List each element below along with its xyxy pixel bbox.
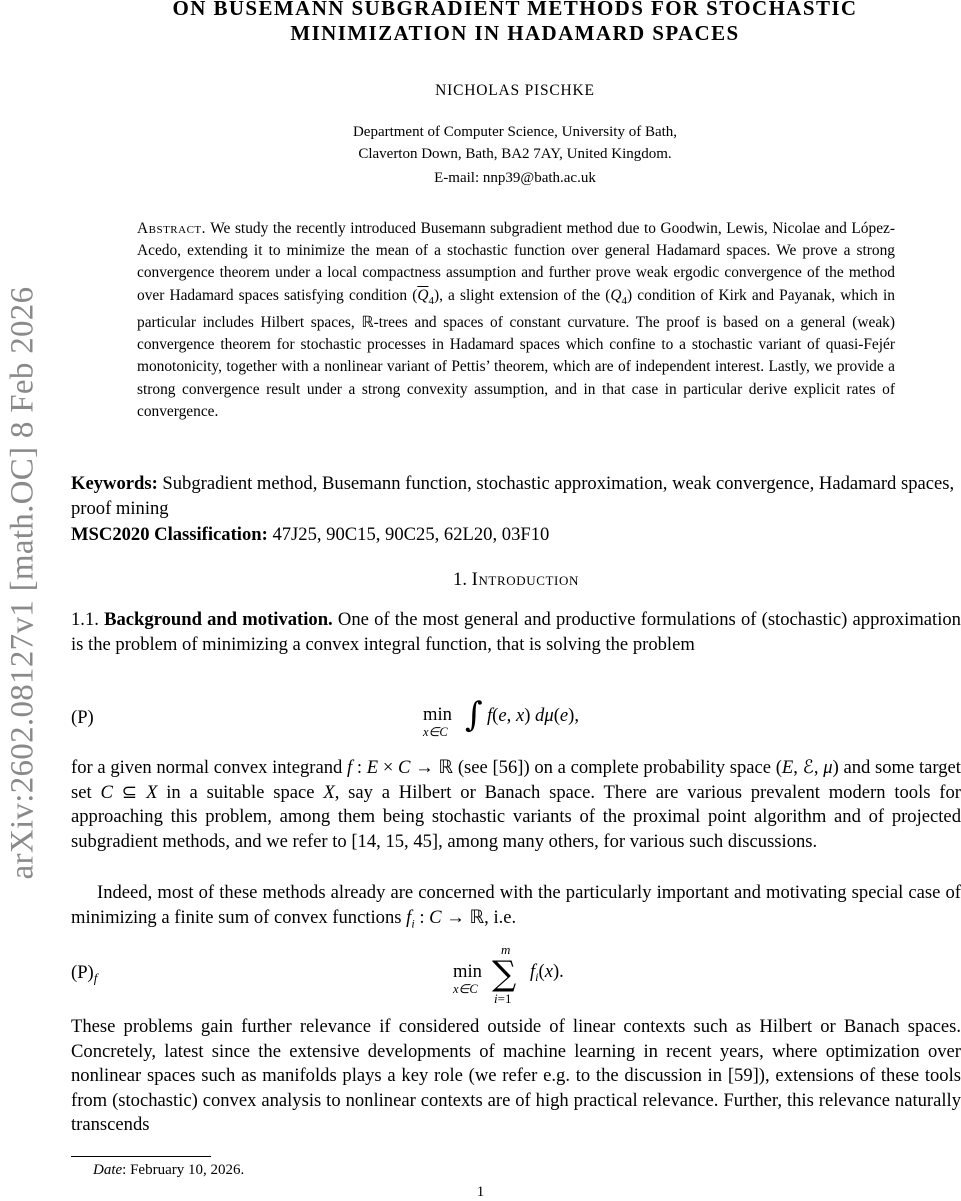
equation-label-p bbox=[71, 707, 94, 729]
equation-p-integral: ∫ bbox=[465, 695, 483, 735]
affiliation-line-1: Department of Computer Science, University of Bath, bbox=[352, 124, 678, 140]
footnote-label: Date bbox=[93, 1162, 123, 1178]
section-number: 1. bbox=[453, 569, 467, 590]
author-email: E-mail: nnp39@bath.ac.uk bbox=[434, 170, 596, 186]
equation-label-pf-subscript: f bbox=[93, 970, 98, 986]
footnote-text: : February 10, 2026. bbox=[122, 1162, 245, 1178]
paragraph-nonlinear-relevance bbox=[71, 1015, 961, 1138]
equation-pf-min: min bbox=[453, 961, 482, 982]
abstract bbox=[137, 218, 895, 423]
paragraph-problem-context-a: for a given normal convex integrand bbox=[71, 757, 343, 778]
subsection-number: 1.1. bbox=[71, 609, 99, 630]
affiliation bbox=[100, 121, 930, 165]
keywords-text: Subgradient method, Busemann function, stochastic approximation, weak convergence, Hadamard spaces, proof mining bbox=[71, 473, 955, 519]
probability-space-formula: (E, ℰ, μ) bbox=[775, 757, 839, 778]
equation-p-subscript: x∈C bbox=[423, 725, 448, 739]
paragraph-finite-sum-a: Indeed, most of these methods already are concerned with the particularly important and motivating special case of minimizing a finite sum of convex functions bbox=[71, 882, 961, 928]
equation-pf bbox=[448, 941, 608, 1009]
paper-title bbox=[100, 0, 930, 46]
msc-codes: 47J25, 90C15, 90C25, 62L20, 03F10 bbox=[272, 524, 550, 545]
page-number: 1 bbox=[476, 1184, 485, 1200]
integrand-formula: f : E × C → ℝ bbox=[347, 757, 454, 778]
arxiv-identifier-text: arXiv:2602.08127v1 [math.OC] 8 Feb 2026 bbox=[4, 286, 41, 880]
equation-label-pf-text: (P) bbox=[71, 962, 94, 983]
equation-pf-sigma: ∑ bbox=[492, 954, 517, 994]
equation-p bbox=[415, 694, 655, 746]
keywords bbox=[71, 471, 961, 521]
paragraph-problem-context bbox=[71, 756, 961, 854]
section-title: Introduction bbox=[471, 569, 579, 590]
finite-sum-function-formula: $f_i$ : C → ℝ bbox=[406, 906, 485, 931]
paragraph-problem-context-d: in a suitable space bbox=[166, 781, 315, 803]
equation-label-p-text: (P) bbox=[71, 707, 94, 728]
equation-p-min: min bbox=[423, 704, 452, 725]
equation-p-integrand: f(e, x) dμ(e), bbox=[487, 705, 579, 726]
abstract-q4-bar-symbol: $\overline{Q}_4$ bbox=[417, 286, 434, 307]
affiliation-line-2: Claverton Down, Bath, BA2 7AY, United Kingdom. bbox=[358, 146, 672, 162]
author-name: NICHOLAS PISCHKE bbox=[435, 82, 595, 99]
paragraph-finite-sum bbox=[71, 881, 961, 936]
abstract-label: Abstract. bbox=[137, 220, 206, 237]
title-line-2: MINIMIZATION IN HADAMARD SPACES bbox=[290, 21, 740, 45]
equation-label-pf bbox=[71, 962, 97, 987]
msc-classification bbox=[71, 522, 961, 547]
footnote-date bbox=[93, 1162, 244, 1179]
paragraph-finite-sum-b: , i.e. bbox=[484, 906, 517, 928]
msc-label: MSC2020 Classification: bbox=[71, 524, 268, 545]
abstract-text-1: We study the recently introduced Busemann subgradient method due to Goodwin, Lewis, Nicolae and López-Acedo, extending it to minimize the mean of a stochastic function over general Hadamard spaces. We prove a strong convergence theorem under a local compactness assumption and further prove weak ergodic convergence of the method over Hadamard spaces satisfying condition ( bbox=[137, 220, 895, 304]
paragraph-problem-context-b: (see [56]) on a complete probability space bbox=[457, 757, 772, 778]
equation-pf-term: $f_i(x)$. bbox=[530, 961, 564, 984]
target-set-formula: C ⊆ X bbox=[100, 781, 158, 803]
equation-pf-lower-limit: i=1 bbox=[494, 991, 512, 1006]
paragraph-problem-context-c: and some target set bbox=[71, 757, 961, 803]
paragraph-nonlinear-relevance-text: These problems gain further relevance if considered outside of linear contexts such as Hilbert or Banach spaces. Concretely, latest since the extensive developments of machine learning in recent years, where optimization over nonlinear spaces such as manifolds plays a key role (we refer e.g. to the discussion in [59]), extensions of these tools from (stochastic) convex analysis to nonlinear contexts are of high practical relevance. Further, this relevance naturally transcends bbox=[71, 1016, 961, 1136]
abstract-q4-symbol: $Q_4$ bbox=[610, 286, 628, 307]
section-heading-introduction bbox=[71, 569, 961, 591]
title-line-1: ON BUSEMANN SUBGRADIENT METHODS FOR STOCHASTIC bbox=[172, 0, 858, 20]
arxiv-identifier-stamp bbox=[0, 238, 46, 928]
paragraph-background-text: One of the most general and productive formulations of (stochastic) approximation is the problem of minimizing a convex integral function, that is solving the problem bbox=[71, 609, 961, 655]
equation-pf-upper-limit: m bbox=[501, 942, 511, 957]
footnote-rule bbox=[71, 1156, 211, 1157]
abstract-text-2: ), a slight extension of the ( bbox=[433, 286, 611, 304]
keywords-label: Keywords: bbox=[71, 473, 158, 494]
abstract-text-3: ) condition of Kirk and Payanak, which in particular includes Hilbert spaces, ℝ-trees and spaces of constant curvature. The proof is based on a general (weak) convergence theorem for stochastic processes in Hadamard spaces which confine to a stochastic variant of quasi-Fejér monotonicity, together with a nonlinear variant of Pettis’ theorem, which are of independent interest. Lastly, we provide a strong convergence result under a strong convexity assumption, and in that case in particular derive explicit rates of convergence. bbox=[137, 286, 895, 420]
equation-pf-subscript: x∈C bbox=[453, 982, 478, 996]
space-symbol: X bbox=[323, 781, 335, 803]
subsection-title: Background and motivation. bbox=[104, 609, 333, 630]
paragraph-background bbox=[71, 608, 961, 657]
paragraph-problem-context-e: , say a Hilbert or Banach space. There are various prevalent modern tools for approaching this problem, among them being stochastic variants of the proximal point algorithm and of projected subgradient methods, and we refer to [14, 15, 45], among many others, for various such discussions. bbox=[71, 781, 961, 852]
